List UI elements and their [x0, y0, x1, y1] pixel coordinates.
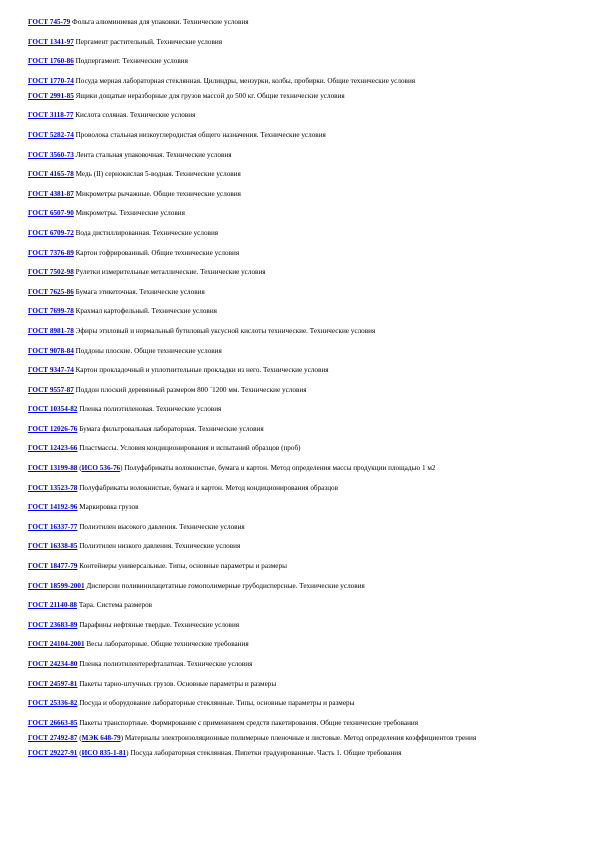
standard-item: [28, 386, 568, 395]
standard-item: [28, 170, 568, 179]
standard-item: [28, 38, 568, 47]
standard-item: [28, 131, 568, 140]
standard-code-link[interactable]: ГОСТ 2991-85: [28, 91, 74, 100]
standard-description: Посуда и оборудование лабораторные стеклянные. Типы, основные параметры и размеры: [77, 699, 355, 708]
standard-code-link[interactable]: ГОСТ 1770-74: [28, 76, 74, 85]
standard-description: Полиэтилен низкого давления. Технические условия: [77, 542, 241, 551]
standard-item: [28, 680, 568, 689]
standard-item: [28, 229, 568, 238]
standard-description: Ящики дощатые неразборные для грузов массой до 500 кг. Общие технические условия: [73, 91, 345, 100]
standard-code-link[interactable]: ГОСТ 4381-87: [28, 189, 74, 198]
standard-code-link[interactable]: ГОСТ 26663-85: [28, 718, 78, 727]
standard-code-link[interactable]: ГОСТ 14192-96: [28, 503, 78, 512]
standard-code-link[interactable]: ГОСТ 24104-2001: [28, 640, 85, 649]
standard-description: Пластмассы. Условия кондиционирования и испытаний образцов (проб): [77, 444, 301, 453]
standard-item: [28, 444, 568, 453]
standard-description: Пакеты транспортные. Формирование с применением средств пакетирования. Общие технические требования: [77, 718, 419, 727]
standard-item: [28, 347, 568, 356]
standard-item: [28, 190, 568, 199]
standard-code-link[interactable]: ГОСТ 25336-82: [28, 699, 78, 708]
standard-description: Проволока стальная низкоуглеродистая общего назначения. Технические условия: [73, 130, 326, 139]
standard-description: Медь (II) сернокислая 5-водная. Технические условия: [73, 170, 241, 179]
standard-code-link[interactable]: ГОСТ 18477-79: [28, 562, 78, 571]
standard-code-link[interactable]: ГОСТ 16337-77: [28, 522, 78, 531]
standard-item: [28, 542, 568, 551]
paren-open: (: [77, 733, 82, 742]
standard-description: Полиэтилен высокого давления. Технические условия: [77, 522, 245, 531]
standard-code-link[interactable]: ГОСТ 12423-66: [28, 444, 78, 453]
standard-item: [28, 719, 568, 728]
standard-item: [28, 749, 568, 758]
standard-description: Посуда лабораторная стеклянная. Пипетки градуированные. Часть 1. Общие требования: [128, 748, 402, 757]
standard-code-link[interactable]: ГОСТ 13199-88: [28, 464, 78, 473]
standard-item: [28, 366, 568, 375]
standard-item: [28, 268, 568, 277]
standard-description: Подпергамент. Технические условия: [73, 57, 188, 66]
standard-code-link[interactable]: ГОСТ 7699-78: [28, 307, 74, 316]
standard-description: Эфиры этиловый и нормальный бутиловый уксусной кислоты технические. Технические условия: [73, 326, 376, 335]
international-standard-link[interactable]: ИСО 536-76: [81, 464, 121, 473]
standard-code-link[interactable]: ГОСТ 21140-88: [28, 601, 78, 610]
standard-item: [28, 288, 568, 297]
standard-description: Бумага этикеточная. Технические условия: [73, 287, 205, 296]
standard-description: Картон гофрированный. Общие технические условия: [73, 248, 240, 257]
standard-code-link[interactable]: ГОСТ 9078-84: [28, 346, 74, 355]
standard-item: [28, 640, 568, 649]
standard-description: Картон прокладочный и уплотнительные прокладки из него. Технические условия: [73, 366, 329, 375]
standard-code-link[interactable]: ГОСТ 7625-86: [28, 287, 74, 296]
standard-code-link[interactable]: ГОСТ 1760-86: [28, 57, 74, 66]
standard-item: [28, 111, 568, 120]
standard-code-link[interactable]: ГОСТ 12026-76: [28, 424, 78, 433]
standard-code-link[interactable]: ГОСТ 8981-78: [28, 326, 74, 335]
standard-item: [28, 484, 568, 493]
standard-description: Контейнеры универсальные. Типы, основные параметры и размеры: [77, 562, 287, 571]
standard-description: Лента стальная упаковочная. Технические условия: [73, 150, 232, 159]
paren-close: ): [120, 464, 123, 473]
standard-code-link[interactable]: ГОСТ 9347-74: [28, 366, 74, 375]
standard-item: [28, 621, 568, 630]
standard-description: Парафины нефтяные твердые. Технические условия: [77, 620, 240, 629]
standard-description: Полуфабрикаты волокнистые, бумага и картон. Метод кондиционирования образцов: [77, 483, 339, 492]
standard-code-link[interactable]: ГОСТ 29227-91: [28, 748, 78, 757]
standard-description: Пакеты тарно-штучных грузов. Основные параметры и размеры: [77, 679, 277, 688]
paren-close: ): [126, 748, 129, 757]
standard-description: Вода дистиллированная. Технические условия: [73, 228, 219, 237]
standard-code-link[interactable]: ГОСТ 5282-74: [28, 130, 74, 139]
standard-code-link[interactable]: ГОСТ 10354-82: [28, 405, 78, 414]
standard-description: Тара. Система размеров: [77, 601, 153, 610]
standard-description: Поддоны плоские. Общие технические условия: [73, 346, 222, 355]
standard-code-link[interactable]: ГОСТ 24597-81: [28, 679, 78, 688]
standard-code-link[interactable]: ГОСТ 13523-78: [28, 483, 78, 492]
standard-item: [28, 249, 568, 258]
standard-description: Весы лабораторные. Общие технические требования: [84, 640, 249, 649]
standard-description: Бумага фильтровальная лабораторная. Технические условия: [77, 424, 264, 433]
standard-code-link[interactable]: ГОСТ 7376-89: [28, 248, 74, 257]
standard-description: Дисперсии поливинилацетатные гомополимерные грубодисперсные. Технические условия: [84, 581, 365, 590]
standard-code-link[interactable]: ГОСТ 24234-80: [28, 660, 78, 668]
standard-description: Кислота соляная. Технические условия: [73, 111, 196, 120]
standard-item: [28, 307, 568, 316]
standard-item: [28, 425, 568, 434]
standards-list: [28, 18, 568, 768]
standard-description: Фольга алюминиевая для упаковки. Технические условия: [70, 18, 249, 26]
standard-code-link[interactable]: ГОСТ 4165-78: [28, 170, 74, 179]
international-standard-link[interactable]: МЭК 648-79: [81, 733, 121, 742]
standard-code-link[interactable]: ГОСТ 745-79: [28, 18, 71, 26]
standard-item: [28, 92, 568, 101]
standard-description: Полуфабрикаты волокнистые, бумага и картон. Метод определения массы продукции площадью 1 м2: [122, 464, 436, 473]
standard-code-link[interactable]: ГОСТ 23683-89: [28, 620, 78, 629]
standard-item: [28, 582, 568, 591]
standard-item: [28, 18, 568, 27]
standard-code-link[interactable]: ГОСТ 6507-90: [28, 209, 74, 218]
standard-code-link[interactable]: ГОСТ 3560-73: [28, 150, 74, 159]
standard-item: [28, 660, 568, 669]
standard-item: [28, 77, 568, 86]
standard-code-link[interactable]: ГОСТ 6709-72: [28, 228, 74, 237]
international-standard-link[interactable]: ИСО 835-1-81: [81, 748, 127, 757]
standard-description: Крахмал картофельный. Технические условия: [73, 307, 217, 316]
paren-open: (: [77, 748, 82, 757]
standard-description: Пленка полиэтилентерефталатная. Технические условия: [77, 660, 253, 668]
standard-code-link[interactable]: ГОСТ 1341-97: [28, 37, 74, 46]
standard-description: Пленка полиэтиленовая. Технические условия: [77, 405, 222, 414]
standard-item: [28, 405, 568, 414]
standard-code-link[interactable]: ГОСТ 18599-2001: [28, 581, 85, 590]
standard-item: [28, 151, 568, 160]
standard-item: [28, 601, 568, 610]
standard-description: Материалы электроизоляционные полимерные пленочные и листовые. Метод определения коэффициентов трения: [123, 733, 477, 742]
standard-code-link[interactable]: ГОСТ 9557-87: [28, 385, 74, 394]
paren-close: ): [120, 733, 124, 742]
standard-item: [28, 209, 568, 218]
standard-item: [28, 734, 568, 743]
standard-code-link[interactable]: ГОСТ 3118-77: [28, 111, 74, 120]
standard-description: Пергамент растительный. Технические условия: [73, 37, 223, 46]
standard-item: [28, 562, 568, 571]
standard-description: Маркировка грузов: [77, 503, 139, 512]
standard-description: Микрометры рычажные. Общие технические условия: [73, 189, 241, 198]
standard-code-link[interactable]: ГОСТ 7502-98: [28, 268, 74, 277]
standard-item: [28, 464, 568, 473]
standard-code-link[interactable]: ГОСТ 27492-87: [28, 733, 78, 742]
standard-code-link[interactable]: ГОСТ 16338-85: [28, 542, 78, 551]
standard-item: [28, 327, 568, 336]
standard-description: Поддон плоский деревянный размером 800 ´1200 мм. Технические условия: [73, 385, 307, 394]
standard-item: [28, 57, 568, 66]
standard-description: Посуда мерная лабораторная стеклянная. Цилиндры, мензурки, колбы, пробирки. Общие технические условия: [73, 76, 416, 85]
standard-description: Рулетки измерительные металлические. Технические условия: [73, 268, 266, 277]
standard-description: Микрометры. Технические условия: [73, 209, 185, 218]
standard-item: [28, 503, 568, 512]
standard-item: [28, 523, 568, 532]
paren-open: (: [77, 464, 82, 473]
standard-item: [28, 699, 568, 708]
